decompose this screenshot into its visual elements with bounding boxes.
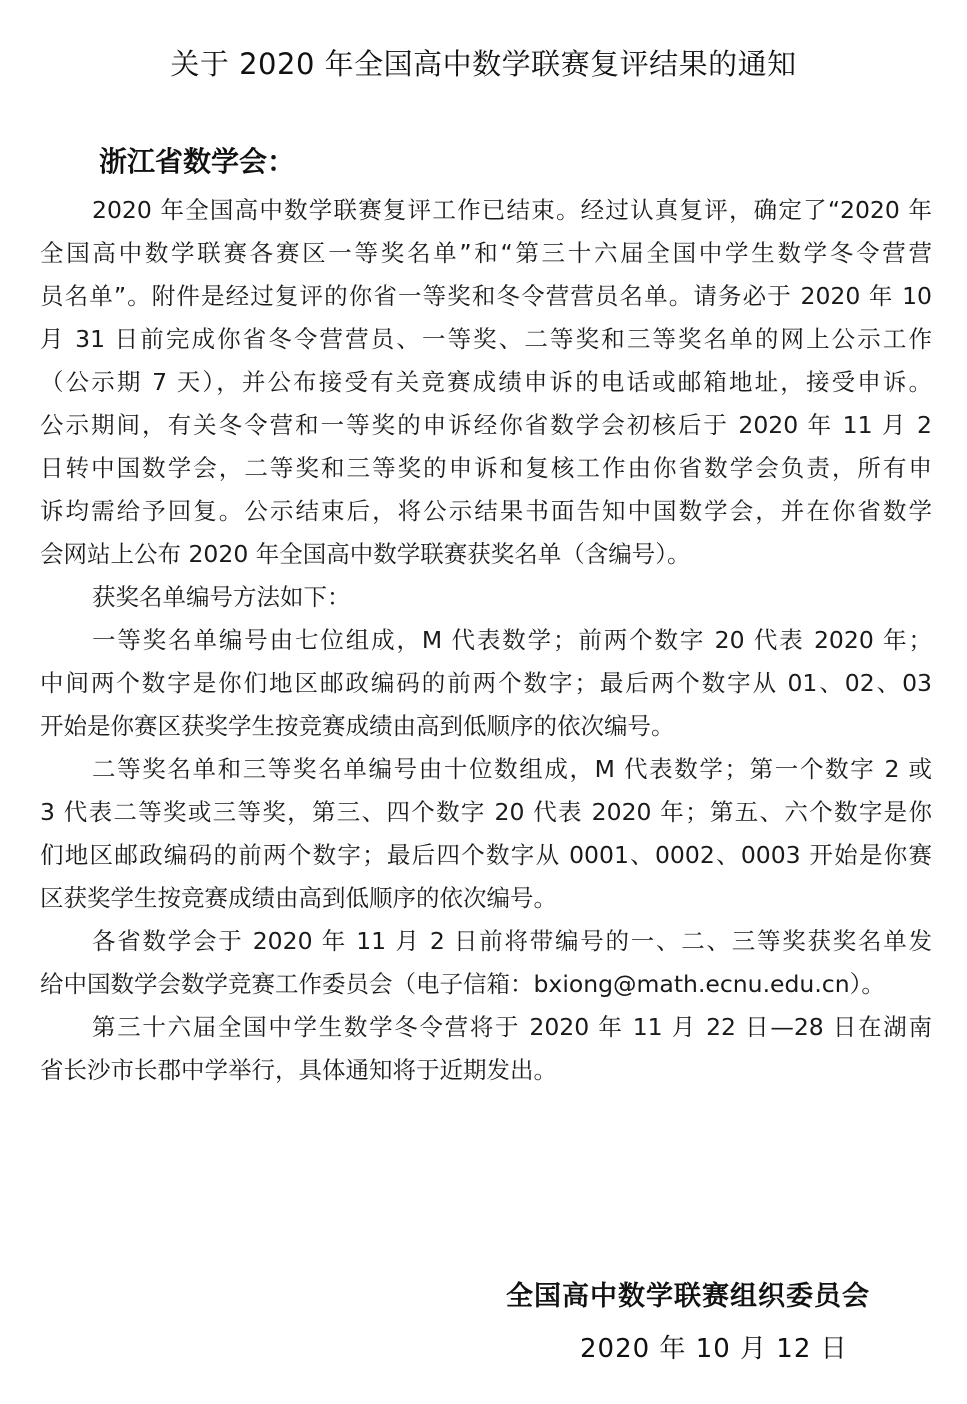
text-line: 中间两个数字是你们地区邮政编码的前两个数字；最后两个数字从 01、02、03: [40, 669, 932, 697]
text-line: 省长沙市长郡中学举行，具体通知将于近期发出。: [40, 1056, 557, 1084]
text-line: 开始是你赛区获奖学生按竞赛成绩由高到低顺序的依次编号。: [40, 712, 675, 740]
text-line: （公示期 7 天），并公布接受有关竞赛成绩申诉的电话或邮箱地址，接受申诉。: [40, 368, 932, 396]
text-line: 公示期间，有关冬令营和一等奖的申诉经你省数学会初核后于 2020 年 11 月 2: [40, 411, 932, 439]
text-line: 第三十六届全国中学生数学冬令营将于 2020 年 11 月 22 日—28 日在湖南: [92, 1013, 932, 1041]
text-line: 日转中国数学会，二等奖和三等奖的申诉和复核工作由你省数学会负责，所有申: [40, 454, 932, 482]
text-line: 们地区邮政编码的前两个数字；最后四个数字从 0001、0002、0003 开始是你赛: [40, 841, 932, 869]
signature-date: 2020 年 10 月 12 日: [580, 1334, 848, 1364]
text-line: 全国高中数学联赛各赛区一等奖名单”和“第三十六届全国中学生数学冬令营营: [40, 239, 932, 267]
signature-organization: 全国高中数学联赛组织委员会: [506, 1281, 870, 1312]
text-line: 诉均需给予回复。公示结束后，将公示结果书面告知中国数学会，并在你省数学: [40, 497, 932, 525]
text-line: 员名单”。附件是经过复评的你省一等奖和冬令营营员名单。请务必于 2020 年 10: [40, 282, 932, 310]
text-line: 各省数学会于 2020 年 11 月 2 日前将带编号的一、二、三等奖获奖名单发: [92, 927, 932, 955]
text-line: 一等奖名单编号由七位组成，M 代表数学；前两个数字 20 代表 2020 年；: [92, 626, 932, 654]
document-title: 关于 2020 年全国高中数学联赛复评结果的通知: [170, 47, 797, 81]
text-line: 获奖名单编号方法如下：: [92, 583, 351, 611]
text-line: 二等奖名单和三等奖名单编号由十位数组成，M 代表数学；第一个数字 2 或: [92, 755, 932, 783]
text-line: 3 代表二等奖或三等奖，第三、四个数字 20 代表 2020 年；第五、六个数字是你: [40, 798, 932, 826]
text-line: 月 31 日前完成你省冬令营营员、一等奖、二等奖和三等奖名单的网上公示工作: [40, 325, 932, 353]
salutation: 浙江省数学会：: [99, 145, 296, 178]
text-line: 会网站上公布 2020 年全国高中数学联赛获奖名单（含编号）。: [40, 540, 691, 568]
text-line: 2020 年全国高中数学联赛复评工作已结束。经过认真复评，确定了“2020 年: [92, 196, 932, 224]
text-line: 给中国数学会数学竞赛工作委员会（电子信箱：bxiong@math.ecnu.edu.cn）。: [40, 970, 885, 998]
text-line: 区获奖学生按竞赛成绩由高到低顺序的依次编号。: [40, 884, 557, 912]
